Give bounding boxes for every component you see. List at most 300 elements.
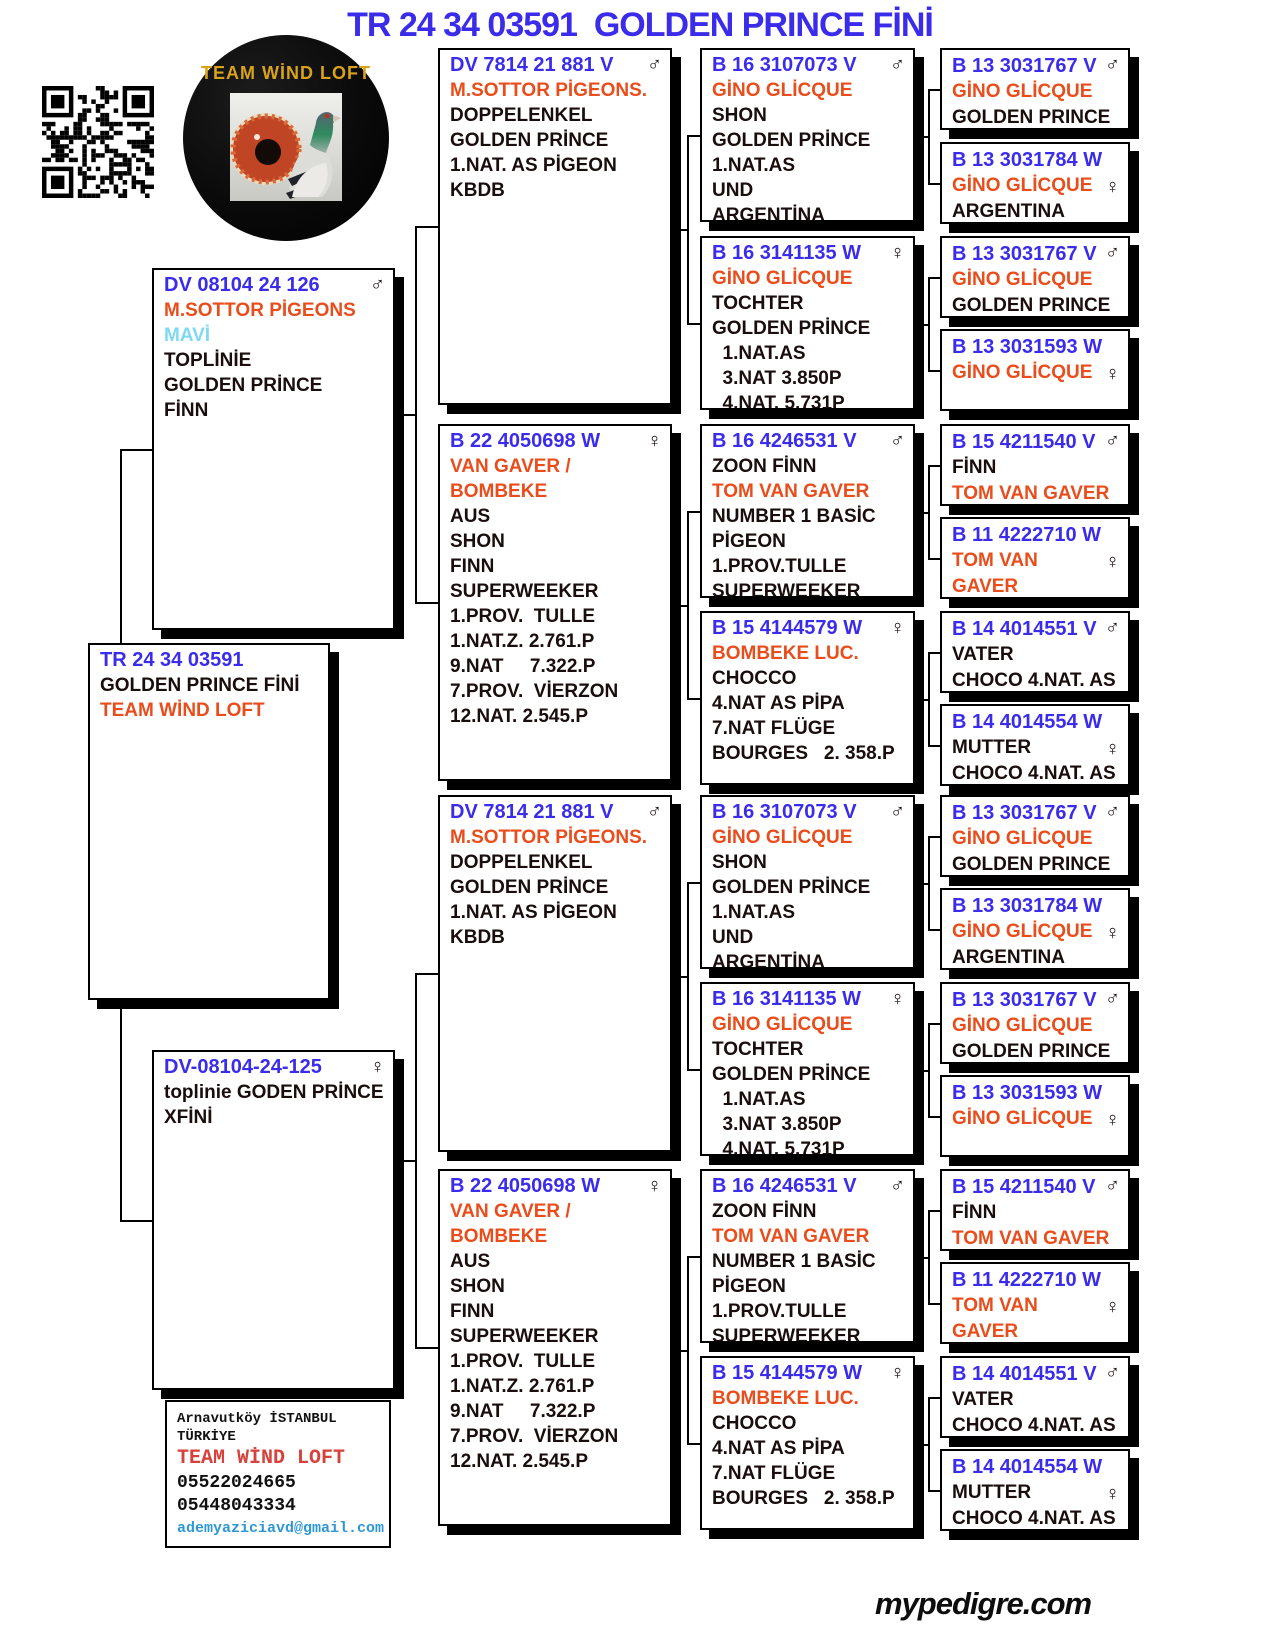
box-info (712, 1386, 905, 1511)
box-info (952, 919, 1120, 970)
info-line: BOMBEKE LUC. (712, 1388, 859, 1409)
female-icon: ♀ (1105, 363, 1120, 385)
info-line: 4.NAT. 5.731P (712, 1139, 845, 1156)
info-line: 4.NAT AS PİPA (712, 693, 845, 714)
box-info (952, 267, 1120, 318)
connector-line (415, 1347, 438, 1349)
ring-number: B 13 3031593 W (952, 336, 1103, 358)
info-line: BOMBEKE (450, 1226, 548, 1247)
contact-email[interactable]: ademyaziciavd@gmail.com (177, 1520, 385, 1537)
connector-line (687, 1443, 700, 1445)
info-line: FINN (450, 1301, 495, 1322)
connector-line (928, 1397, 940, 1399)
pedigree-box-gen5-6 (940, 517, 1130, 599)
ring-number: B 14 4014554 W (952, 711, 1103, 733)
male-icon: ♂ (1105, 617, 1120, 639)
connector-line (928, 652, 940, 654)
info-line: DOPPELENKEL (450, 852, 593, 873)
info-line: 1.NAT.AS (712, 902, 796, 923)
ring-number: B 13 3031767 V (952, 55, 1097, 77)
info-line: TOM VAN GAVER (952, 483, 1110, 504)
info-line: GOLDEN PRINCE (952, 295, 1111, 316)
info-line: CHOCO 4.NAT. AS (952, 1508, 1116, 1529)
info-line: SHON (712, 105, 767, 126)
info-line: GİNO GLİCQUE (952, 362, 1093, 383)
box-info (712, 825, 905, 969)
info-line: GOLDEN PRINCE (952, 1041, 1111, 1062)
ring-number: TR 24 34 03591 (100, 649, 244, 671)
connector-line (687, 1069, 700, 1071)
info-line: TOM VAN GAVER (712, 481, 870, 502)
info-line: NUMBER 1 BASİC (712, 506, 876, 527)
info-line: BOURGES 2. 358.P (712, 1488, 895, 1509)
info-line: 1.PROV. TULLE (450, 606, 595, 627)
info-line: GİNO GLİCQUE (952, 269, 1093, 290)
info-line: PİGEON (712, 1276, 786, 1297)
contact-address-line2: TÜRKİYE (177, 1429, 236, 1445)
male-icon: ♂ (1105, 1175, 1120, 1197)
connector-line (928, 1210, 930, 1303)
info-line: GİNO GLİCQUE (712, 1014, 853, 1035)
info-line: SHON (450, 1276, 505, 1297)
male-icon: ♂ (1105, 1362, 1120, 1384)
connector-line (928, 1023, 940, 1025)
pedigree-box-gen5-2 (940, 142, 1130, 224)
connector-line (687, 882, 689, 1069)
box-info (164, 298, 385, 423)
info-line: 1.NAT. AS PİGEON (450, 155, 617, 176)
connector-line (928, 836, 930, 929)
ring-number: B 22 4050698 W (450, 1175, 601, 1197)
pedigree-box-gen5-10 (940, 888, 1130, 970)
male-icon: ♂ (647, 54, 662, 76)
female-icon: ♀ (890, 242, 905, 264)
pedigree-box-gen5-13 (940, 1169, 1130, 1251)
info-line: 7.PROV. VİERZON (450, 681, 619, 702)
connector-line (687, 1256, 689, 1443)
pedigree-box-dam (152, 1050, 395, 1390)
pedigree-box-gen5-5 (940, 424, 1130, 506)
info-line: KBDB (450, 180, 505, 201)
info-line: 9.NAT 7.322.P (450, 1401, 596, 1422)
connector-line (915, 1070, 928, 1072)
info-line: GİNO GLİCQUE (712, 827, 853, 848)
male-icon: ♂ (370, 274, 385, 296)
info-line: 12.NAT. 2.545.P (450, 1451, 589, 1472)
ring-number: DV 08104 24 126 (164, 274, 320, 296)
info-line: 7.NAT FLÜGE (712, 718, 836, 739)
box-info (450, 1199, 662, 1474)
info-line: FINN (450, 556, 495, 577)
info-line: SUPERWEEKER (450, 1326, 599, 1347)
ring-number: B 14 4014554 W (952, 1456, 1103, 1478)
info-line: GİNO GLİCQUE (952, 81, 1093, 102)
info-line: 1.NAT.AS (712, 343, 806, 364)
connector-line (928, 558, 940, 560)
info-line: DOPPELENKEL (450, 105, 593, 126)
connector-line (672, 1350, 687, 1352)
pedigree-box-gen4-8 (700, 1356, 915, 1530)
info-line: GİNO GLİCQUE (952, 921, 1093, 942)
info-line: VATER (952, 1389, 1014, 1410)
info-line: XFİNİ (164, 1107, 213, 1128)
info-line: toplinie GODEN PRİNCE (164, 1082, 384, 1103)
connector-line (672, 605, 687, 607)
male-icon: ♂ (1105, 430, 1120, 452)
connector-line (687, 511, 689, 698)
info-line: 1.NAT.AS (712, 1089, 806, 1110)
connector-line (415, 973, 417, 1347)
info-line: PİGEON (712, 531, 786, 552)
female-icon: ♀ (647, 430, 662, 452)
box-info (712, 1012, 905, 1156)
info-line: SHON (450, 531, 505, 552)
pedigree-box-gen5-14 (940, 1262, 1130, 1344)
info-line: GOLDEN PRİNCE (164, 375, 323, 396)
info-line: MAVİ (164, 325, 211, 346)
pedigree-box-gen3-2 (438, 424, 672, 781)
box-info (712, 641, 905, 766)
info-line: MUTTER (952, 737, 1032, 758)
male-icon: ♂ (1105, 54, 1120, 76)
female-icon: ♀ (890, 617, 905, 639)
info-line: NUMBER 1 BASİC (712, 1251, 876, 1272)
info-line: 1.PROV.TULLE (712, 1301, 847, 1322)
info-line: GİNO GLİCQUE (952, 1015, 1093, 1036)
ring-number: B 11 4222710 W (952, 524, 1101, 546)
info-line: TOCHTER (712, 293, 804, 314)
male-icon: ♂ (1105, 242, 1120, 264)
box-info (712, 454, 905, 598)
info-line: 4.NAT AS PİPA (712, 1438, 845, 1459)
connector-line (928, 277, 940, 279)
ring-number: B 13 3031784 W (952, 895, 1103, 917)
info-line: BOURGES 2. 358.P (712, 743, 895, 764)
info-line: KBDB (450, 927, 505, 948)
ring-number: B 15 4144579 W (712, 617, 863, 639)
info-line: GOLDEN PRINCE (952, 107, 1111, 128)
pedigree-box-gen5-7 (940, 611, 1130, 693)
connector-line (928, 836, 940, 838)
connector-line (395, 1160, 415, 1162)
info-line: VAN GAVER / (450, 1201, 571, 1222)
ring-number: B 13 3031767 V (952, 989, 1097, 1011)
box-info (952, 548, 1120, 599)
info-line: GAVER (952, 576, 1019, 597)
info-line: ARGENTİNA (712, 952, 825, 969)
info-line: 1.NAT.Z. 2.761.P (450, 631, 595, 652)
box-info (952, 1013, 1120, 1064)
connector-line (415, 602, 438, 604)
connector-line (928, 929, 940, 931)
box-info (952, 735, 1120, 786)
pedigree-box-gen5-1 (940, 48, 1130, 130)
info-line: GİNO GLİCQUE (952, 828, 1093, 849)
connector-line (928, 1023, 930, 1116)
pedigree-box-gen4-1 (700, 48, 915, 222)
pedigree-box-sire (152, 268, 395, 630)
connector-line (928, 745, 940, 747)
info-line: GOLDEN PRİNCE (712, 1064, 871, 1085)
connector-line (915, 1444, 928, 1446)
box-info (952, 642, 1120, 693)
pedigree-box-gen4-2 (700, 236, 915, 410)
ring-number: B 15 4211540 V (952, 1176, 1096, 1198)
info-line: 7.PROV. VİERZON (450, 1426, 619, 1447)
connector-line (687, 135, 689, 323)
info-line: SUPERWEEKER (450, 581, 599, 602)
ring-number: DV 7814 21 881 V (450, 801, 614, 823)
male-icon: ♂ (647, 801, 662, 823)
female-icon: ♀ (647, 1175, 662, 1197)
info-line: TOCHTER (712, 1039, 804, 1060)
info-line: GİNO GLİCQUE (952, 175, 1093, 196)
info-line: SUPERWEEKER (712, 581, 861, 598)
ring-number: DV-08104-24-125 (164, 1056, 322, 1078)
box-info (100, 673, 320, 723)
ring-number: B 14 4014551 V (952, 618, 1097, 640)
connector-line (672, 229, 687, 231)
info-line: 4.NAT. 5.731P (712, 393, 845, 410)
connector-line (928, 1303, 940, 1305)
female-icon: ♀ (1105, 1109, 1120, 1131)
contact-card (165, 1400, 391, 1548)
connector-line (928, 1210, 940, 1212)
info-line: TOPLİNİE (164, 350, 252, 371)
ring-number: B 13 3031767 V (952, 802, 1097, 824)
ring-number: B 16 3141135 W (712, 988, 861, 1010)
box-info (952, 1293, 1120, 1344)
box-info (712, 78, 905, 222)
female-icon: ♀ (890, 988, 905, 1010)
info-line: 3.NAT 3.850P (712, 1114, 842, 1135)
info-line: ARGENTINA (952, 201, 1065, 222)
info-line: FİNN (952, 457, 997, 478)
connector-line (395, 414, 415, 416)
info-line: VATER (952, 644, 1014, 665)
info-line: 12.NAT. 2.545.P (450, 706, 589, 727)
connector-line (687, 135, 700, 137)
ring-number: B 16 3141135 W (712, 242, 861, 264)
ring-number: B 13 3031784 W (952, 149, 1103, 171)
box-info (164, 1080, 385, 1130)
box-info (952, 79, 1120, 130)
info-line: ARGENTINA (952, 947, 1065, 968)
info-line: CHOCO 4.NAT. AS (952, 670, 1116, 691)
info-line: VAN GAVER / (450, 456, 571, 477)
ring-number: B 22 4050698 W (450, 430, 601, 452)
connector-line (928, 1397, 930, 1490)
pedigree-box-gen4-3 (700, 424, 915, 598)
info-line: TEAM WİND LOFT (100, 700, 265, 721)
connector-line (915, 1257, 928, 1259)
contact-phone-2: 05448043334 (177, 1496, 296, 1516)
info-line: M.SOTTOR PİGEONS. (450, 827, 648, 848)
ring-number: B 15 4144579 W (712, 1362, 863, 1384)
connector-line (928, 1490, 940, 1492)
pedigree-box-gen3-4 (438, 1169, 672, 1526)
connector-line (687, 698, 700, 700)
connector-line (687, 882, 700, 884)
info-line: TOM VAN GAVER (712, 1226, 870, 1247)
info-line: TOM VAN GAVER (952, 1228, 1110, 1249)
info-line: GOLDEN PRINCE (952, 854, 1111, 875)
ring-number: B 16 3107073 V (712, 801, 857, 823)
ring-number: B 13 3031767 V (952, 243, 1097, 265)
info-line: GİNO GLİCQUE (712, 80, 853, 101)
info-line: AUS (450, 506, 491, 527)
pedigree-box-gen5-15 (940, 1356, 1130, 1438)
info-line: GOLDEN PRİNCE (712, 877, 871, 898)
connector-line (928, 89, 930, 183)
female-icon: ♀ (1105, 1483, 1120, 1505)
pedigree-box-gen4-5 (700, 795, 915, 969)
pedigree-box-gen5-11 (940, 982, 1130, 1064)
info-line: GAVER (952, 1321, 1019, 1342)
info-line: FİNN (164, 400, 209, 421)
info-line: GOLDEN PRİNCE (450, 130, 609, 151)
female-icon: ♀ (1105, 551, 1120, 573)
pedigree-box-subject (88, 643, 330, 1000)
box-info (952, 1106, 1120, 1132)
female-icon: ♀ (890, 1362, 905, 1384)
info-line: GİNO GLİCQUE (712, 268, 853, 289)
box-info (952, 455, 1120, 506)
info-line: GOLDEN PRİNCE (450, 877, 609, 898)
ring-number: B 15 4211540 V (952, 431, 1096, 453)
connector-line (687, 511, 700, 513)
ring-number: B 16 3107073 V (712, 54, 857, 76)
info-line: CHOCCO (712, 668, 797, 689)
connector-line (915, 512, 928, 514)
connector-line (928, 277, 930, 370)
info-line: SHON (712, 852, 767, 873)
female-icon: ♀ (1105, 922, 1120, 944)
pedigree-title: TR 24 34 03591 GOLDEN PRINCE FİNİ (347, 6, 933, 44)
connector-line (687, 323, 700, 325)
box-info (952, 360, 1120, 386)
info-line: 1.PROV. TULLE (450, 1351, 595, 1372)
info-line: GİNO GLİCQUE (952, 1108, 1093, 1129)
info-line: BOMBEKE LUC. (712, 643, 859, 664)
pedigree-box-gen4-7 (700, 1169, 915, 1343)
male-icon: ♂ (890, 54, 905, 76)
male-icon: ♂ (1105, 988, 1120, 1010)
info-line: UND (712, 927, 754, 948)
ring-number: B 16 4246531 V (712, 1175, 857, 1197)
pedigree-box-gen5-3 (940, 236, 1130, 318)
info-line: AUS (450, 1251, 491, 1272)
connector-line (415, 226, 438, 228)
contact-phone-1: 05522024665 (177, 1473, 296, 1493)
connector-line (415, 226, 417, 602)
ring-number: B 16 4246531 V (712, 430, 857, 452)
connector-line (928, 183, 940, 185)
connector-line (672, 976, 687, 978)
info-line: M.SOTTOR PİGEONS. (450, 80, 648, 101)
info-line: BOMBEKE (450, 481, 548, 502)
box-info (952, 1480, 1120, 1531)
connector-line (915, 699, 928, 701)
connector-line (120, 1220, 152, 1222)
connector-line (915, 883, 928, 885)
info-line: 7.NAT FLÜGE (712, 1463, 836, 1484)
loft-logo-text: TEAM WİND LOFT (201, 63, 371, 83)
female-icon: ♀ (1105, 176, 1120, 198)
info-line: CHOCO 4.NAT. AS (952, 763, 1116, 784)
box-info (450, 78, 662, 203)
male-icon: ♂ (890, 430, 905, 452)
connector-line (120, 449, 152, 451)
pedigree-box-gen4-4 (700, 611, 915, 785)
info-line: 1.NAT. AS PİGEON (450, 902, 617, 923)
info-line: CHOCO 4.NAT. AS (952, 1415, 1116, 1436)
info-line: 1.PROV.TULLE (712, 556, 847, 577)
connector-line (915, 136, 928, 138)
connector-line (928, 1116, 940, 1118)
pedigree-box-gen3-1 (438, 48, 672, 405)
info-line: 1.NAT.AS (712, 155, 796, 176)
contact-loft-name: TEAM WİND LOFT (177, 1447, 346, 1470)
info-line: MUTTER (952, 1482, 1032, 1503)
female-icon: ♀ (1105, 738, 1120, 760)
info-line: M.SOTTOR PİGEONS (164, 300, 356, 321)
pedigree-box-gen5-12 (940, 1075, 1130, 1157)
ring-number: B 11 4222710 W (952, 1269, 1101, 1291)
info-line: ZOON FİNN (712, 456, 817, 477)
info-line: GOLDEN PRINCE FİNİ (100, 675, 300, 696)
box-info (952, 826, 1120, 877)
info-line: GOLDEN PRİNCE (712, 130, 871, 151)
connector-line (928, 465, 940, 467)
male-icon: ♂ (1105, 801, 1120, 823)
box-info (712, 1199, 905, 1343)
ring-number: B 14 4014551 V (952, 1363, 1097, 1385)
info-line: GOLDEN PRİNCE (712, 318, 871, 339)
connector-line (415, 973, 438, 975)
box-info (712, 266, 905, 410)
info-line: FİNN (952, 1202, 997, 1223)
info-line: TOM VAN (952, 1295, 1038, 1316)
info-line: 3.NAT 3.850P (712, 368, 842, 389)
connector-line (915, 324, 928, 326)
male-icon: ♂ (890, 801, 905, 823)
connector-line (928, 465, 930, 558)
box-info (450, 454, 662, 729)
pedigree-box-gen5-8 (940, 704, 1130, 786)
info-line: CHOCCO (712, 1413, 797, 1434)
loft-logo (183, 35, 389, 241)
info-line: SUPERWEEKER (712, 1326, 861, 1343)
connector-line (687, 1256, 700, 1258)
pedigree-box-gen5-4 (940, 329, 1130, 411)
ring-number: B 13 3031593 W (952, 1082, 1103, 1104)
ring-number: DV 7814 21 881 V (450, 54, 614, 76)
info-line: ARGENTİNA (712, 205, 825, 222)
pigeon-photo (230, 93, 342, 201)
info-line: TOM VAN (952, 550, 1038, 571)
pedigree-box-gen5-16 (940, 1449, 1130, 1531)
info-line: ZOON FİNN (712, 1201, 817, 1222)
qr-code-icon (42, 86, 154, 198)
pedigree-box-gen3-3 (438, 795, 672, 1152)
female-icon: ♀ (1105, 1296, 1120, 1318)
box-info (952, 1200, 1120, 1251)
connector-line (928, 652, 930, 745)
pedigree-box-gen5-9 (940, 795, 1130, 877)
box-info (952, 173, 1120, 224)
male-icon: ♂ (890, 1175, 905, 1197)
